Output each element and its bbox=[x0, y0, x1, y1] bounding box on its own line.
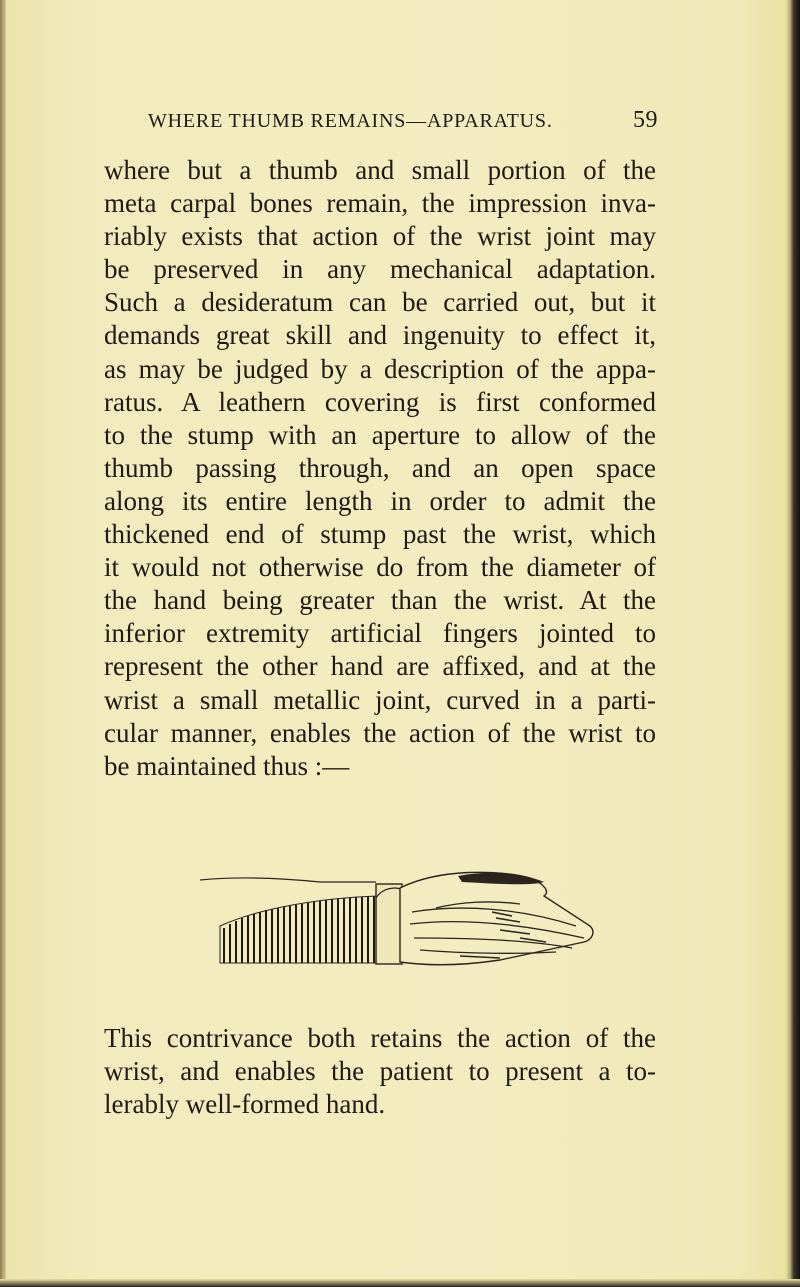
text-line: to the stump with an aperture to allow of the bbox=[104, 419, 656, 450]
text-line: thumb passing through, and an open space bbox=[104, 452, 656, 483]
page-number: 59 bbox=[633, 107, 658, 133]
text-line: demands great skill and ingenuity to effect it, bbox=[104, 320, 656, 351]
body-paragraph bbox=[104, 154, 656, 783]
text-line: along its entire length in order to admit the bbox=[104, 485, 656, 516]
text-line: ratus. A leathern covering is first conformed bbox=[104, 386, 656, 417]
text-line: meta carpal bones remain, the impression inva- bbox=[104, 188, 656, 219]
running-title: WHERE THUMB REMAINS—APPARATUS. bbox=[148, 110, 553, 132]
text-line: inferior extremity artificial fingers jointed to bbox=[104, 618, 656, 649]
closing-paragraph bbox=[104, 1022, 656, 1121]
text-line: where but a thumb and small portion of the bbox=[104, 155, 656, 185]
running-head bbox=[148, 107, 658, 134]
text-line: represent the other hand are affixed, and at the bbox=[104, 651, 656, 682]
text-line: be preserved in any mechanical adaptation. bbox=[104, 254, 656, 285]
text-line: be maintained thus :— bbox=[104, 750, 350, 781]
text-line: the hand being greater than the wrist. At the bbox=[104, 585, 656, 616]
text-line: it would not otherwise do from the diameter of bbox=[104, 552, 656, 583]
page-left-edge bbox=[0, 0, 6, 1287]
text-line: wrist, and enables the patient to present a to- bbox=[104, 1056, 656, 1087]
text-line: as may be judged by a description of the appa- bbox=[104, 353, 656, 384]
text-line: Such a desideratum can be carried out, but it bbox=[104, 287, 656, 318]
text-line: wrist a small metallic joint, curved in a parti- bbox=[104, 684, 656, 715]
text-line: lerably well-formed hand. bbox=[104, 1089, 386, 1120]
page-right-edge bbox=[786, 0, 800, 1287]
artificial-hand-icon bbox=[200, 868, 600, 978]
text-line: This contrivance both retains the action of the bbox=[104, 1023, 656, 1053]
text-line: riably exists that action of the wrist joint may bbox=[104, 221, 656, 252]
text-line: thickened end of stump past the wrist, which bbox=[104, 519, 656, 550]
page-bottom-edge bbox=[0, 1279, 800, 1287]
text-line: cular manner, enables the action of the wrist to bbox=[104, 717, 656, 748]
